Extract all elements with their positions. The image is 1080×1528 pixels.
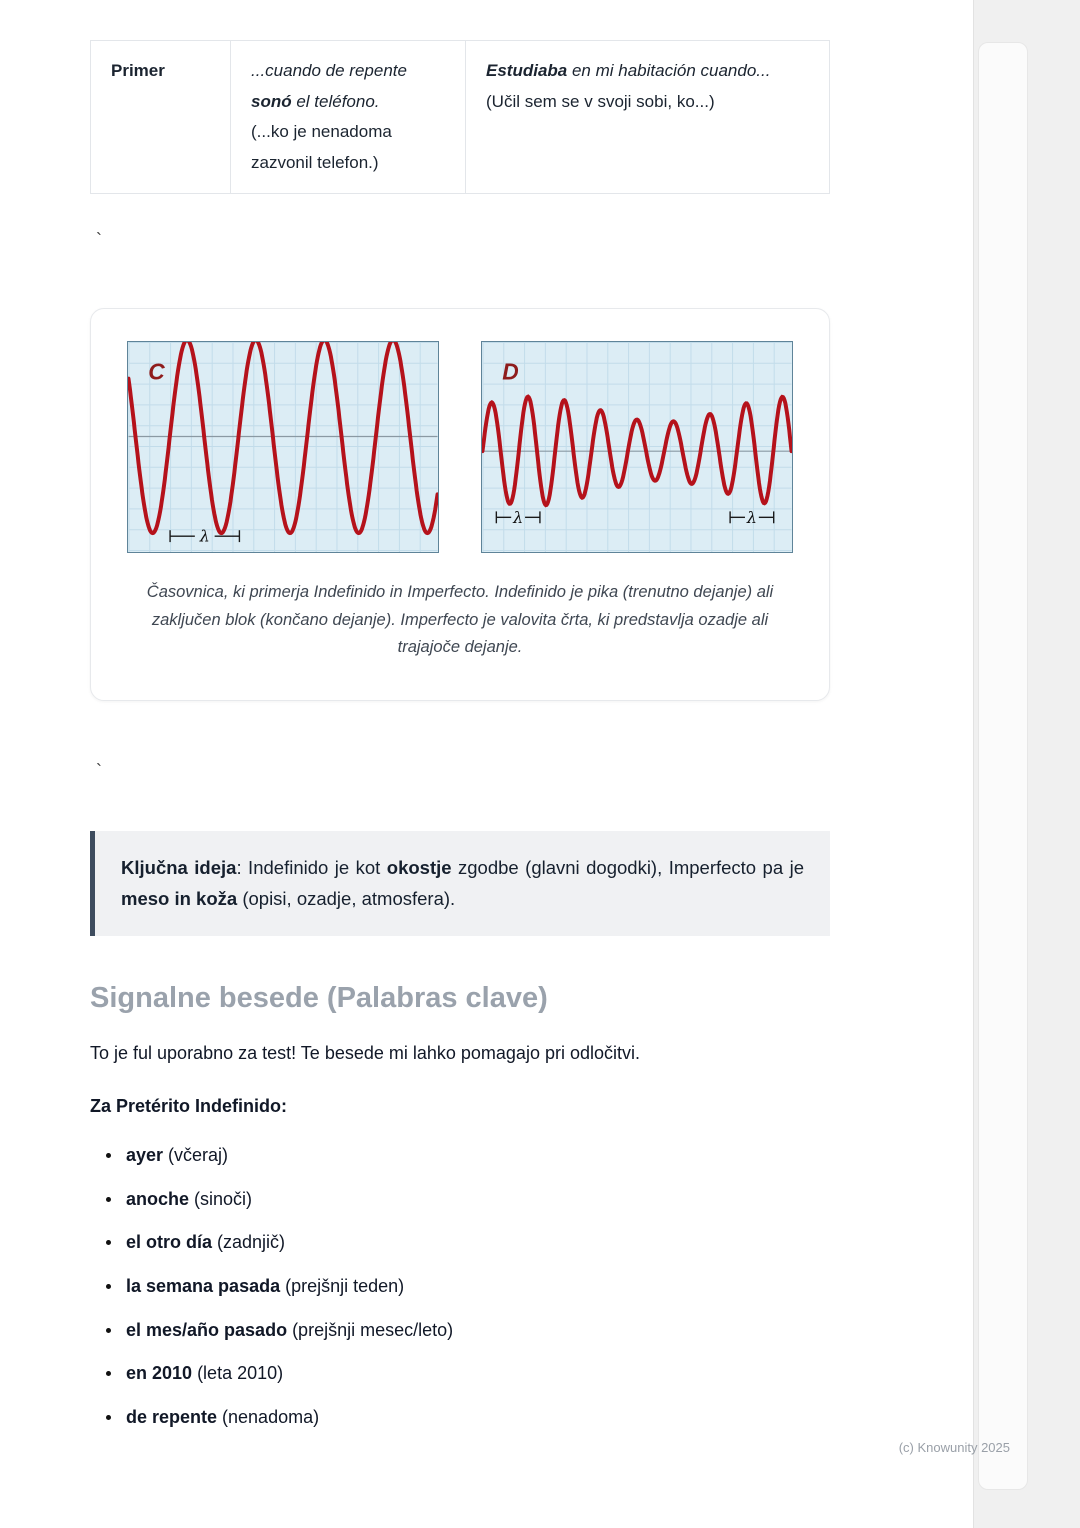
row-label-text: Primer xyxy=(111,61,165,80)
example-line: sonó el teléfono. xyxy=(251,91,380,111)
key-idea-callout xyxy=(90,831,830,937)
signal-term: el mes/año pasado xyxy=(126,1319,288,1340)
key-idea-text: Ključna ideja: Indefinido je kot okostje zgodbe (glavni dogodki), Imperfecto pa je meso in koža (opisi, ozadje, atmosfera). xyxy=(121,856,804,910)
stray-backtick: ` xyxy=(96,230,102,251)
signal-word-item xyxy=(126,1320,830,1342)
signal-translation: (prejšnji teden) xyxy=(280,1275,405,1296)
example-line: ...cuando de repente xyxy=(251,61,407,80)
signal-term: de repente xyxy=(126,1406,218,1427)
indefinido-subheading: Za Pretérito Indefinido: xyxy=(90,1096,288,1117)
table-row-label xyxy=(91,41,231,194)
signal-words-list xyxy=(90,1145,830,1428)
signal-word-item xyxy=(126,1232,830,1254)
wave-image-c xyxy=(127,341,439,553)
signal-term: el otro día xyxy=(126,1232,213,1253)
figure-caption: Časovnica, ki primerja Indefinido in Imperfecto. Indefinido je pika (trenutno dejanje) ali zaključen blok (končano dejanje). Imperfecto je valovita črta, ki predstavlja ozadje ali trajajoče dejanje. xyxy=(146,583,774,657)
signal-translation: (včeraj) xyxy=(163,1145,229,1166)
indefinido-example-cell xyxy=(231,41,466,194)
signal-term: anoche xyxy=(126,1188,190,1209)
example-translation-line: (...ko je nenadoma xyxy=(251,122,392,142)
signal-translation: (zadnjič) xyxy=(212,1232,286,1253)
section-heading: Signalne besede (Palabras clave) xyxy=(90,982,548,1015)
lambda-symbol: λ xyxy=(746,508,757,528)
signal-term: en 2010 xyxy=(126,1363,193,1384)
signal-term: ayer xyxy=(126,1145,164,1166)
imperfecto-example-cell: Estudiaba en mi habitación cuando... (Učil sem se v svoji sobi, ko...) xyxy=(466,41,830,194)
section-intro: To je ful uporabno za test! Te besede mi lahko pomagajo pri odločitvi. xyxy=(90,1043,640,1064)
signal-word-item xyxy=(126,1276,830,1298)
signal-translation: (nenadoma) xyxy=(217,1406,320,1427)
signal-word-item xyxy=(126,1407,830,1429)
signal-translation: (prejšnji mesec/leto) xyxy=(287,1319,454,1340)
wave-images-row xyxy=(125,341,795,553)
lambda-symbol: λ xyxy=(513,508,524,528)
signal-translation: (sinoči) xyxy=(189,1188,253,1209)
key-idea-label: Ključna ideja xyxy=(121,856,237,878)
document-page xyxy=(90,40,830,1450)
wave-image-d xyxy=(481,341,793,553)
example-translation-line: zazvonil telefon.) xyxy=(251,152,379,172)
signal-term: la semana pasada xyxy=(126,1275,281,1296)
signal-word-item xyxy=(126,1145,830,1167)
table-row-primer xyxy=(91,41,830,194)
lambda-symbol: λ xyxy=(199,526,210,546)
wave-panel-label: D xyxy=(502,359,519,386)
stray-backtick: ` xyxy=(96,760,102,781)
scrollbar-thumb[interactable] xyxy=(978,42,1028,1490)
wave-figure-card xyxy=(90,308,830,700)
example-table xyxy=(90,40,830,194)
signal-translation: (leta 2010) xyxy=(192,1363,284,1384)
signal-word-item xyxy=(126,1363,830,1385)
signal-word-item xyxy=(126,1189,830,1211)
copyright-notice: (c) Knowunity 2025 xyxy=(898,1440,1010,1455)
wave-panel-label: C xyxy=(148,359,165,386)
